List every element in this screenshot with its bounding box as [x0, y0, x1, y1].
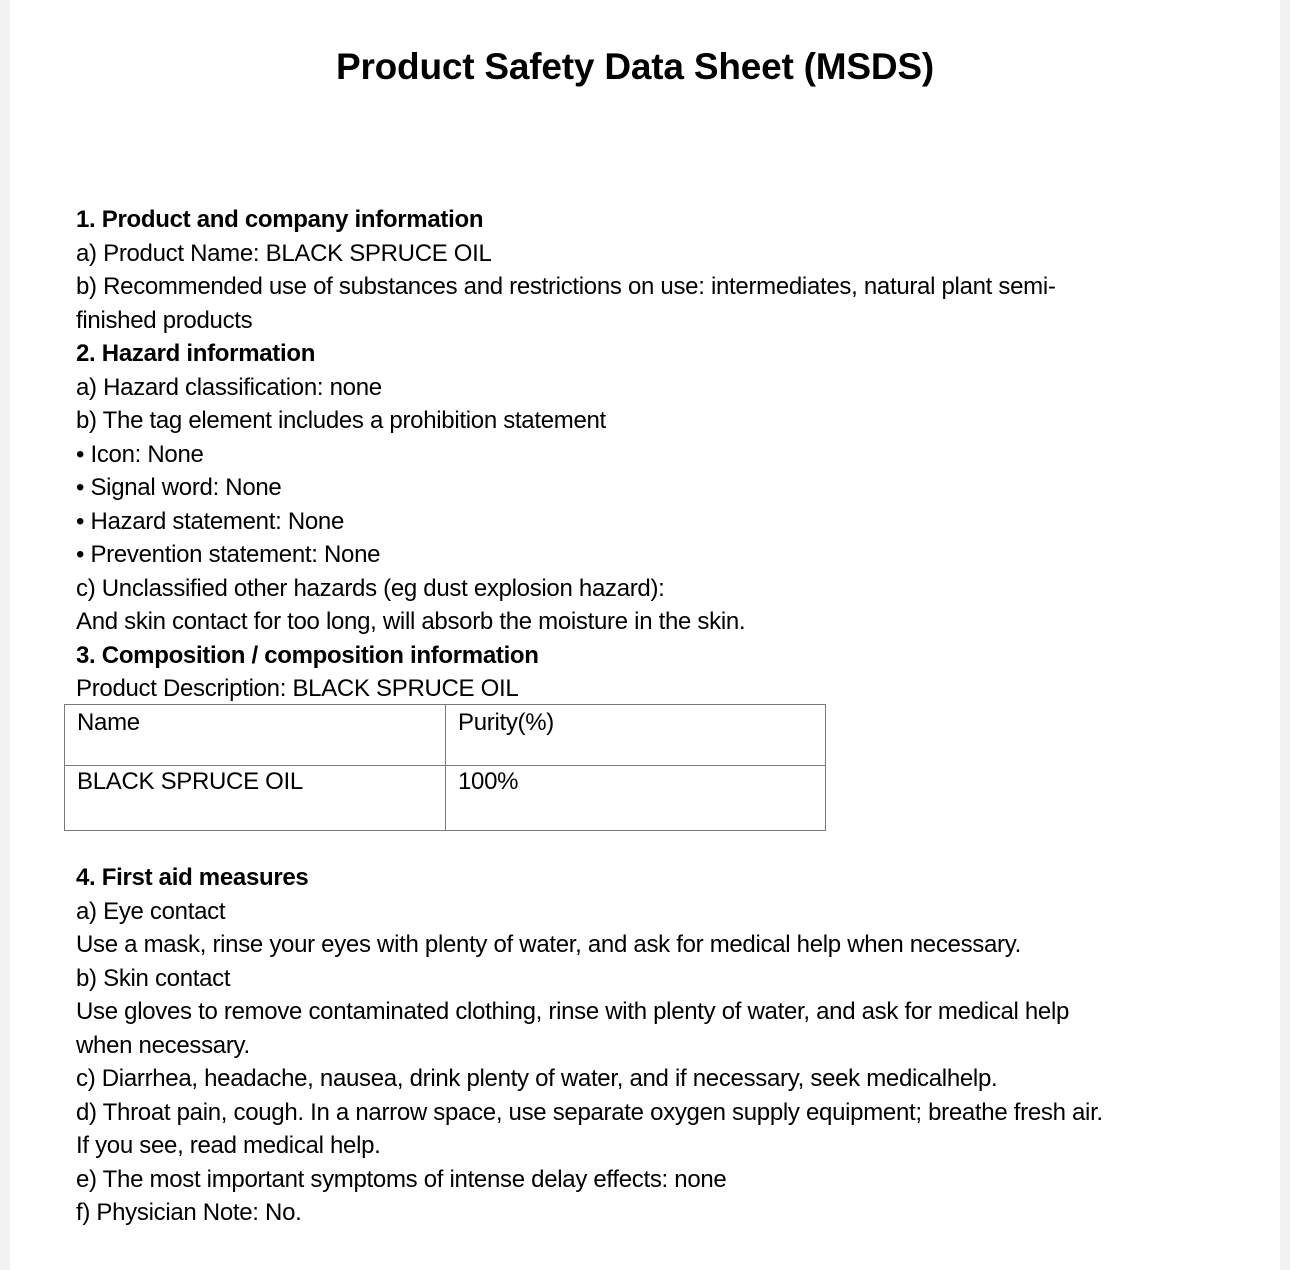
document-title: Product Safety Data Sheet (MSDS) — [335, 46, 935, 87]
recommended-use-line-cont: finished products — [76, 306, 253, 334]
tag-element-line: b) The tag element includes a prohibition statement — [76, 407, 606, 434]
table-cell-purity: 100% — [446, 766, 826, 831]
skin-contact-text: Use gloves to remove contaminated clothing, rinse with plenty of water, and ask for medical help — [76, 998, 1070, 1025]
throat-pain-line-cont: If you see, read medical help. — [76, 1132, 381, 1159]
table-header-name: Name — [65, 705, 446, 766]
product-name-line: a) Product Name: BLACK SPRUCE OIL — [76, 239, 492, 267]
section-3-heading: 3. Composition / composition information — [76, 641, 539, 669]
section-1-heading: 1. Product and company information — [76, 206, 484, 233]
section-2-heading: 2. Hazard information — [76, 340, 316, 367]
bullet-signal-word: • Signal word: None — [76, 474, 282, 501]
product-description-line: Product Description: BLACK SPRUCE OIL — [76, 675, 519, 702]
skin-contact-text-cont: when necessary. — [76, 1031, 250, 1059]
eye-contact-label: a) Eye contact — [76, 897, 226, 925]
bullet-prevention-statement: • Prevention statement: None — [76, 541, 381, 568]
physician-note-line: f) Physician Note: No. — [76, 1199, 302, 1226]
eye-contact-text: Use a mask, rinse your eyes with plenty of water, and ask for medical help when necessary. — [76, 931, 1022, 958]
bullet-hazard-statement: • Hazard statement: None — [76, 507, 345, 535]
skin-contact-label: b) Skin contact — [76, 964, 231, 992]
table-header-purity: Purity(%) — [446, 705, 826, 766]
table-cell-name: BLACK SPRUCE OIL — [65, 766, 446, 831]
diarrhea-line: c) Diarrhea, headache, nausea, drink plenty of water, and if necessary, seek medicalhelp. — [76, 1065, 998, 1092]
composition-table — [64, 704, 826, 831]
section-4 — [76, 861, 1266, 1230]
other-hazards-line: c) Unclassified other hazards (eg dust explosion hazard): — [76, 574, 665, 602]
symptoms-line: e) The most important symptoms of intense delay effects: none — [76, 1165, 727, 1193]
bullet-icon: • Icon: None — [76, 440, 204, 468]
recommended-use-line: b) Recommended use of substances and restrictions on use: intermediates, natural plant semi- — [76, 273, 1056, 300]
section-4-heading: 4. First aid measures — [76, 864, 309, 891]
hazard-classification-line: a) Hazard classification: none — [76, 373, 382, 401]
table-row — [65, 766, 826, 831]
document-body — [76, 203, 1226, 706]
throat-pain-line: d) Throat pain, cough. In a narrow space, use separate oxygen supply equipment; breathe fresh air. — [76, 1098, 1103, 1126]
skin-contact-hazard-line: And skin contact for too long, will absorb the moisture in the skin. — [76, 608, 746, 635]
table-header-row — [65, 705, 826, 766]
